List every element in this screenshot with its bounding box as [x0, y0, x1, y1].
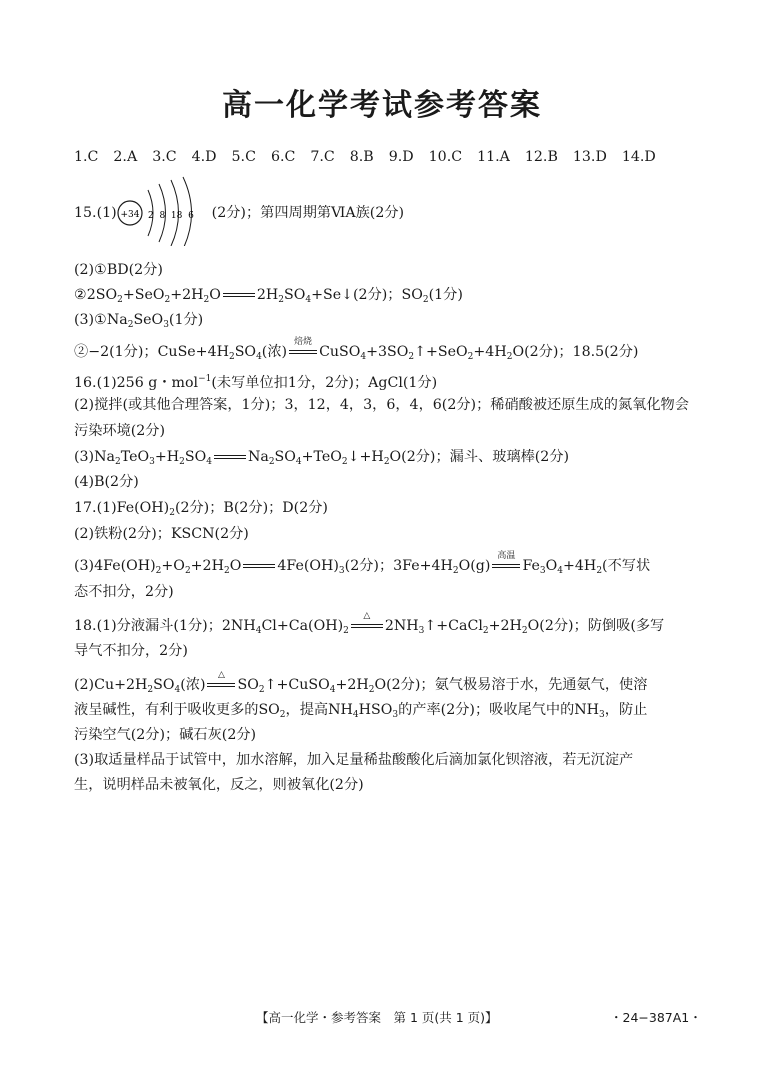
eq-text: +2H [190, 558, 224, 574]
eq-text: +SeO [122, 287, 165, 303]
q18-part2-cont: 液呈碱性，有利于吸收更多的$SO_2$，提高$NH_4HSO_3$的产率(2分)；吸收尾气中的$NH_3$，防止 [74, 702, 648, 720]
q17-part3: $(3)4Fe(OH)_2+O_2+2H_2O$ $4Fe(OH)_3(2$分)；$3Fe+4H_2O(g)$ 高温 $Fe_3O_4+4H_2$(不写状 [74, 556, 650, 581]
eq-text: SO [153, 677, 175, 693]
reaction-condition: △ [218, 670, 225, 680]
eq-text: +TeO [301, 449, 342, 465]
q16-part2: (2)搅拌(或其他合理答案，1分)；3，12，4，3，6，4，6(2分)；稀硝酸被还原生成的氮氧化物会 [74, 397, 689, 413]
eq-text: +Se↓(2分)；SO [311, 287, 423, 303]
q18-part2-cont2: 污染空气(2分)；碱石灰(2分) [74, 727, 257, 743]
eq-text: ②−2(1分)；CuSe+4H [74, 344, 229, 360]
eq-text: SO [237, 677, 259, 693]
q17-part2: (2)铁粉(2分)；KSCN(2分) [74, 526, 249, 542]
eq-text: O [545, 558, 558, 574]
eq-text: Cl+Ca(OH) [261, 618, 344, 634]
eq-text: +4H [563, 558, 597, 574]
eq-text: (未写单位扣1分，2分)；AgCl(1分) [211, 375, 438, 391]
eq-text: O(2分)；氨气极易溶于水，先通氨气，使溶 [374, 677, 648, 693]
electron-counts: 2 8 18 6 [148, 211, 194, 221]
q17-part1: $17.(1)Fe(OH)_2(2$分)；B(2分)；D(2分) [74, 500, 328, 518]
eq-text: (1分) [168, 312, 204, 328]
eq-text: Fe [522, 558, 540, 574]
eq-text: SO [284, 287, 306, 303]
eq-text: +2H [170, 287, 204, 303]
eq-text: SeO [133, 312, 164, 328]
eq-text: O(2分)；防倒吸(多写 [527, 618, 665, 634]
multiple-choice-answers [74, 147, 671, 167]
eq-text: (2分)；3Fe+4H [344, 558, 453, 574]
mc-answer: 11.A [477, 149, 510, 165]
superscript: −1 [198, 374, 212, 384]
eq-text: ↑+CuSO [264, 677, 330, 693]
eq-text: O [209, 287, 221, 303]
q15-part3-2: ②−2(1分)；$CuSe+4H_2SO_4$(浓) 焙烧 $CuSO_4+3SO_2↑+SeO_2+4H_2O(2$分)；18.5(2分) [74, 342, 638, 367]
page-title: 高一化学考试参考答案 [222, 88, 542, 123]
eq-text: SO [184, 449, 207, 465]
eq-text: (2)Cu+2H [74, 677, 148, 693]
eq-text: +2H [488, 618, 522, 634]
mc-answer: 4.D [191, 149, 217, 165]
reaction-condition: △ [363, 611, 371, 621]
footer-page-info: 【高一化学・参考答案 第 1 页(共 1 页)】 [256, 1010, 498, 1025]
q18-part1-cont: 导气不扣分，2分) [74, 643, 188, 659]
mc-answer: 2.A [113, 149, 138, 165]
q16-part4: (4)B(2分) [74, 474, 139, 490]
eq-text: +3SO [366, 344, 409, 360]
eq-text: SO [234, 344, 257, 360]
mc-answer: 7.C [310, 149, 335, 165]
mc-answer: 3.C [152, 149, 177, 165]
eq-text: 4Fe(OH) [277, 558, 339, 574]
mc-answer: 14.D [621, 149, 656, 165]
mc-answer: 13.D [572, 149, 607, 165]
q15-part1-text: (2分)；第四周期第ⅥA族(2分) [211, 205, 405, 221]
eq-text: ②2SO [74, 287, 118, 303]
eq-text: (不写状 [602, 558, 651, 574]
q18-part1: 18.(1)分液漏斗(1分)；$2NH_4Cl+Ca(OH)_2$ △ $2NH_3↑+CaCl_2+2H_2O(2$分)；防倒吸(多写 [74, 616, 664, 641]
nucleus-charge: +34 [120, 210, 140, 220]
eq-text: 18.(1)分液漏斗(1分)；2NH [74, 618, 256, 634]
q18-part2: $(2)Cu+2H_2SO_4$(浓) △ $SO_2↑+CuSO_4+2H_2O(2$分)；氨气极易溶于水，先通氨气，使溶 [74, 675, 647, 700]
eq-text: CuSO [319, 344, 361, 360]
reaction-condition: 高温 [497, 551, 516, 561]
eq-text: +H [154, 449, 180, 465]
eq-text: ↑+CaCl [424, 618, 483, 634]
q18-part3: (3)取适量样品于试管中，加水溶解，加入足量稀盐酸酸化后滴加氯化钡溶液，若无沉淀产 [74, 752, 634, 768]
eq-text: (3)Na [74, 449, 115, 465]
q16-part2-cont: 污染环境(2分) [74, 423, 166, 439]
eq-text: (3)4Fe(OH) [74, 558, 156, 574]
eq-text: O [229, 558, 242, 574]
q15-label: 15.(1) [74, 205, 117, 221]
eq-text: (浓) [180, 677, 206, 693]
mc-answer: 6.C [270, 149, 296, 165]
eq-text: (3)①Na [74, 312, 128, 328]
eq-text: 16.(1)256 g・mol [74, 375, 199, 391]
eq-text: +4H [473, 344, 507, 360]
eq-text: (1分) [428, 287, 463, 303]
q17-part3-cont: 态不扣分，2分) [74, 584, 174, 600]
mc-answer: 8.B [349, 149, 374, 165]
q18-part3-cont: 生，说明样品未被氧化，反之，则被氧化(2分) [74, 777, 364, 793]
eq-text: O(2分)；18.5(2分) [512, 344, 639, 360]
mc-answer: 5.C [231, 149, 256, 165]
eq-text: (浓) [261, 344, 288, 360]
q15-part2-1: (2)①BD(2分) [74, 262, 163, 278]
eq-text: SO [274, 449, 296, 465]
eq-text: +2H [335, 677, 369, 693]
eq-text: ↑+SeO [414, 344, 468, 360]
eq-text: 的产率(2分)；吸收尾气中的NH [398, 702, 600, 718]
eq-text: O(g) [458, 558, 491, 574]
q15-part2-2: $②2SO_2+SeO_2+2H_2O$ $2H_2SO_4+Se↓(2$分)；$SO_2(1$分) [74, 287, 463, 305]
q16-part3: $(3)Na_2TeO_3+H_2SO_4$ $Na_2SO_4+TeO_2↓+H_2O(2$分)；漏斗、玻璃棒(2分) [74, 449, 570, 467]
eq-text: Na [247, 449, 269, 465]
eq-text: ，防止 [604, 702, 648, 718]
eq-text: 17.(1)Fe(OH) [74, 500, 170, 516]
mc-answer: 1.C [74, 149, 99, 165]
eq-text: HSO [358, 702, 393, 718]
eq-text: TeO [120, 449, 150, 465]
eq-text: ↓+H [347, 449, 384, 465]
q15-part1 [74, 203, 404, 223]
q15-part3-1: $(3)①Na_2SeO_3(1$分) [74, 312, 204, 330]
eq-text: O(2分)；漏斗、玻璃棒(2分) [389, 449, 570, 465]
eq-text: 2H [256, 287, 279, 303]
mc-answer: 9.D [388, 149, 414, 165]
eq-text: +O [161, 558, 185, 574]
footer-doc-code: ・24−387A1・ [610, 1010, 702, 1025]
eq-text: ，提高NH [285, 702, 353, 718]
eq-text: (2分)；B(2分)；D(2分) [174, 500, 328, 516]
q16-part1 [74, 369, 437, 393]
reaction-condition: 焙烧 [294, 337, 313, 347]
eq-text: 液呈碱性，有利于吸收更多的SO [74, 702, 280, 718]
eq-text: 2NH [384, 618, 419, 634]
mc-answer: 12.B [524, 149, 558, 165]
mc-answer: 10.C [428, 149, 463, 165]
